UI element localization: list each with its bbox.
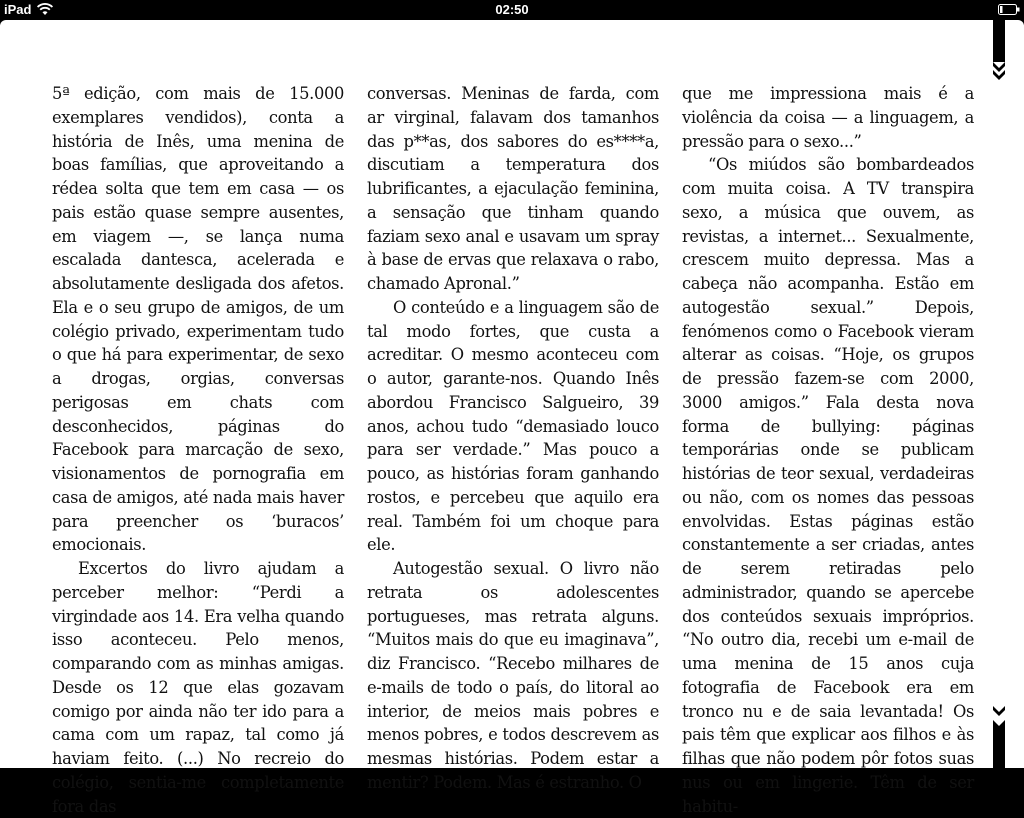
paragraph: Autogestão sexual. O livro não retrata os adolescentes portugueses, mas retrata alguns. “Muitos mais do que eu imaginava”, diz Francisco. “Recebo milhares de e-mails de todo o país, do litoral ao interior, de meios mais pobres e menos pobres, e todos descrevem as mesmas histórias. Podem estar a mentir? Podem. Mas é estranho. O xyxy=(367,559,659,792)
text-column-2 xyxy=(367,82,659,795)
paragraph: Excertos do livro ajudam a perceber melhor: “Perdi a virgindade aos 14. Era velha quando isso aconteceu. Pelo menos, comparando com as minhas amigas. Desde os 12 que elas gozavam comigo por ainda não ter ido para a cama com um rapaz, tal como já haviam feito. (...) No recreio do colégio, sentia-me completamente fora das xyxy=(52,559,344,816)
paragraph: 5ª edição, com mais de 15.000 exemplares vendidos), conta a história de Inês, uma menina de boas famílias, que aproveitando a rédea solta que tem em casa — os pais estão quase sempre ausentes, em viagem —, se lança numa escalada dantesca, acelerada e absolutamente desligada dos afetos. Ela e o seu grupo de amigos, de um colégio privado, experimentam tudo o que há para experimentar, de sexo a drogas, orgias, conversas perigosas em chats com desconhecidos, páginas do Facebook para marcação de sexo, visionamentos de pornografia em casa de amigos, até nada mais haver para preencher os ‘buracos’ emocionais. xyxy=(52,84,344,555)
battery-icon xyxy=(998,4,1020,15)
bookmark-ribbon-up-icon[interactable] xyxy=(992,702,1006,768)
device-name: iPad xyxy=(4,2,32,17)
bookmark-ribbon-down-icon[interactable] xyxy=(992,20,1006,84)
text-column-1 xyxy=(52,82,344,818)
text-column-3 xyxy=(682,82,974,818)
status-bar xyxy=(0,0,1024,20)
paragraph: que me impressiona mais é a violência da coisa — a linguagem, a pressão para o sexo...” xyxy=(682,84,974,151)
paragraph: O conteúdo e a linguagem são de tal modo fortes, que custa a acreditar. O mesmo aconteceu com o autor, garante-nos. Quando Inês abordou Francisco Salgueiro, 39 anos, achou tudo “demasiado louco para ser verdade.” Mas pouco a pouco, as histórias foram ganhando rostos, e percebeu que aquilo era real. Também foi um choque para ele. xyxy=(367,297,659,555)
magazine-page[interactable] xyxy=(0,20,1024,816)
paragraph: conversas. Meninas de farda, com ar virginal, falavam dos tamanhos das p**as, dos sabores do es****a, discutiam a temperatura dos lubrificantes, a ejaculação feminina, a sensação que tinham quando faziam sexo anal e usavam um spray à base de ervas que relaxava o rabo, chamado Apronal.” xyxy=(367,84,659,293)
clock: 02:50 xyxy=(495,2,529,17)
paragraph: “Os miúdos são bombardeados com muita coisa. A TV transpira sexo, a música que ouvem, as revistas, a internet... Sexualmente, crescem muito depressa. Mas a cabeça não acompanha. Estão em autogestão sexual.” Depois, fenómenos como o Facebook vieram alterar as coisas. “Hoje, os grupos de pressão fazem-se com 2000, 3000 amigos.” Fala desta nova forma de bullying: páginas temporárias onde se publicam histórias de teor sexual, verdadeiras ou não, com os nomes das pessoas envolvidas. Estas páginas estão constantemente a ser criadas, antes de serem retiradas pelo administrador, quando se apercebe dos conteúdos sexuais impróprios. “No outro dia, recebi um e-mail de uma menina de 15 anos cuja fotografia de Facebook era em tronco nu e de saia levantada! Os pais têm que explicar aos filhos e às filhas que não podem pôr fotos suas nus ou em lingerie. Têm de ser habitu- xyxy=(682,155,974,816)
